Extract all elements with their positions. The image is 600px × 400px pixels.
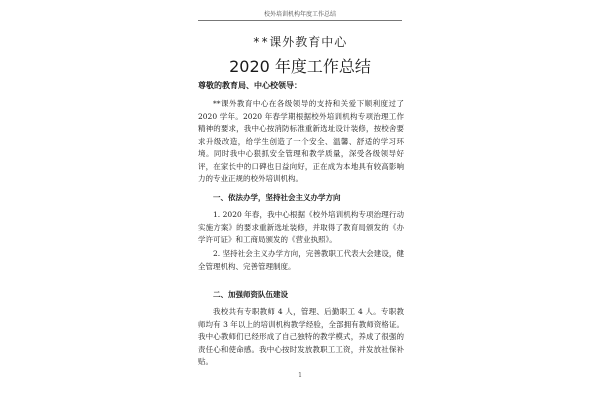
document-title: 2020 年度工作总结 [229,57,371,76]
intro-paragraph: **课外教育中心在各级领导的支持和关爱下顺利度过了 2020 学年。2020 年春学期根据校外培训机构专项治理工作精神的要求，我中心按消防标准重新选址设计装修，按校舍要求升级改造，给学生创造了一个安全、温馨、舒适的学习环境。同时我中心狠抓安全管理和教学质量，深受各级领导好评，在家长中的口碑也日益向好，正在成为本地具有较高影响力的专业正规的校外培训机构。 [198,99,404,183]
section-1-paragraph-1: 1. 2020 年春，我中心根据《校外培训机构专项治理行动实施方案》的要求重新选址装修，并取得了教育局颁发的《办学许可证》和工商局颁发的《营业执照》。 [198,210,404,244]
section-heading-2: 二、加强师资队伍建设 [213,290,288,299]
section-1-paragraph-2: 2. 坚持社会主义办学方向，完善教职工代表大会建设，健全管理机构、完善管理制度。 [198,249,404,271]
header-divider [198,20,402,21]
section-heading-1: 一、依法办学，坚持社会主义办学方向 [213,193,341,202]
organization-name: **课外教育中心 [252,35,348,49]
running-header: 校外培训机构年度工作总结 [263,11,336,18]
salutation: 尊敬的教育局、中心校领导： [198,81,302,90]
section-2-paragraph-1: 我校共有专职教师 4 人，管理、后勤职工 4 人。专职教师均有 3 年以上的培训机构教学经验，全部拥有教师资格证。我中心教师们已经形成了自己独特的教学模式，养成了很强的责任心和使命感。我中心按时发放教职工工资，并发放社保补贴。 [198,307,404,366]
page-number: 1 [298,372,302,379]
